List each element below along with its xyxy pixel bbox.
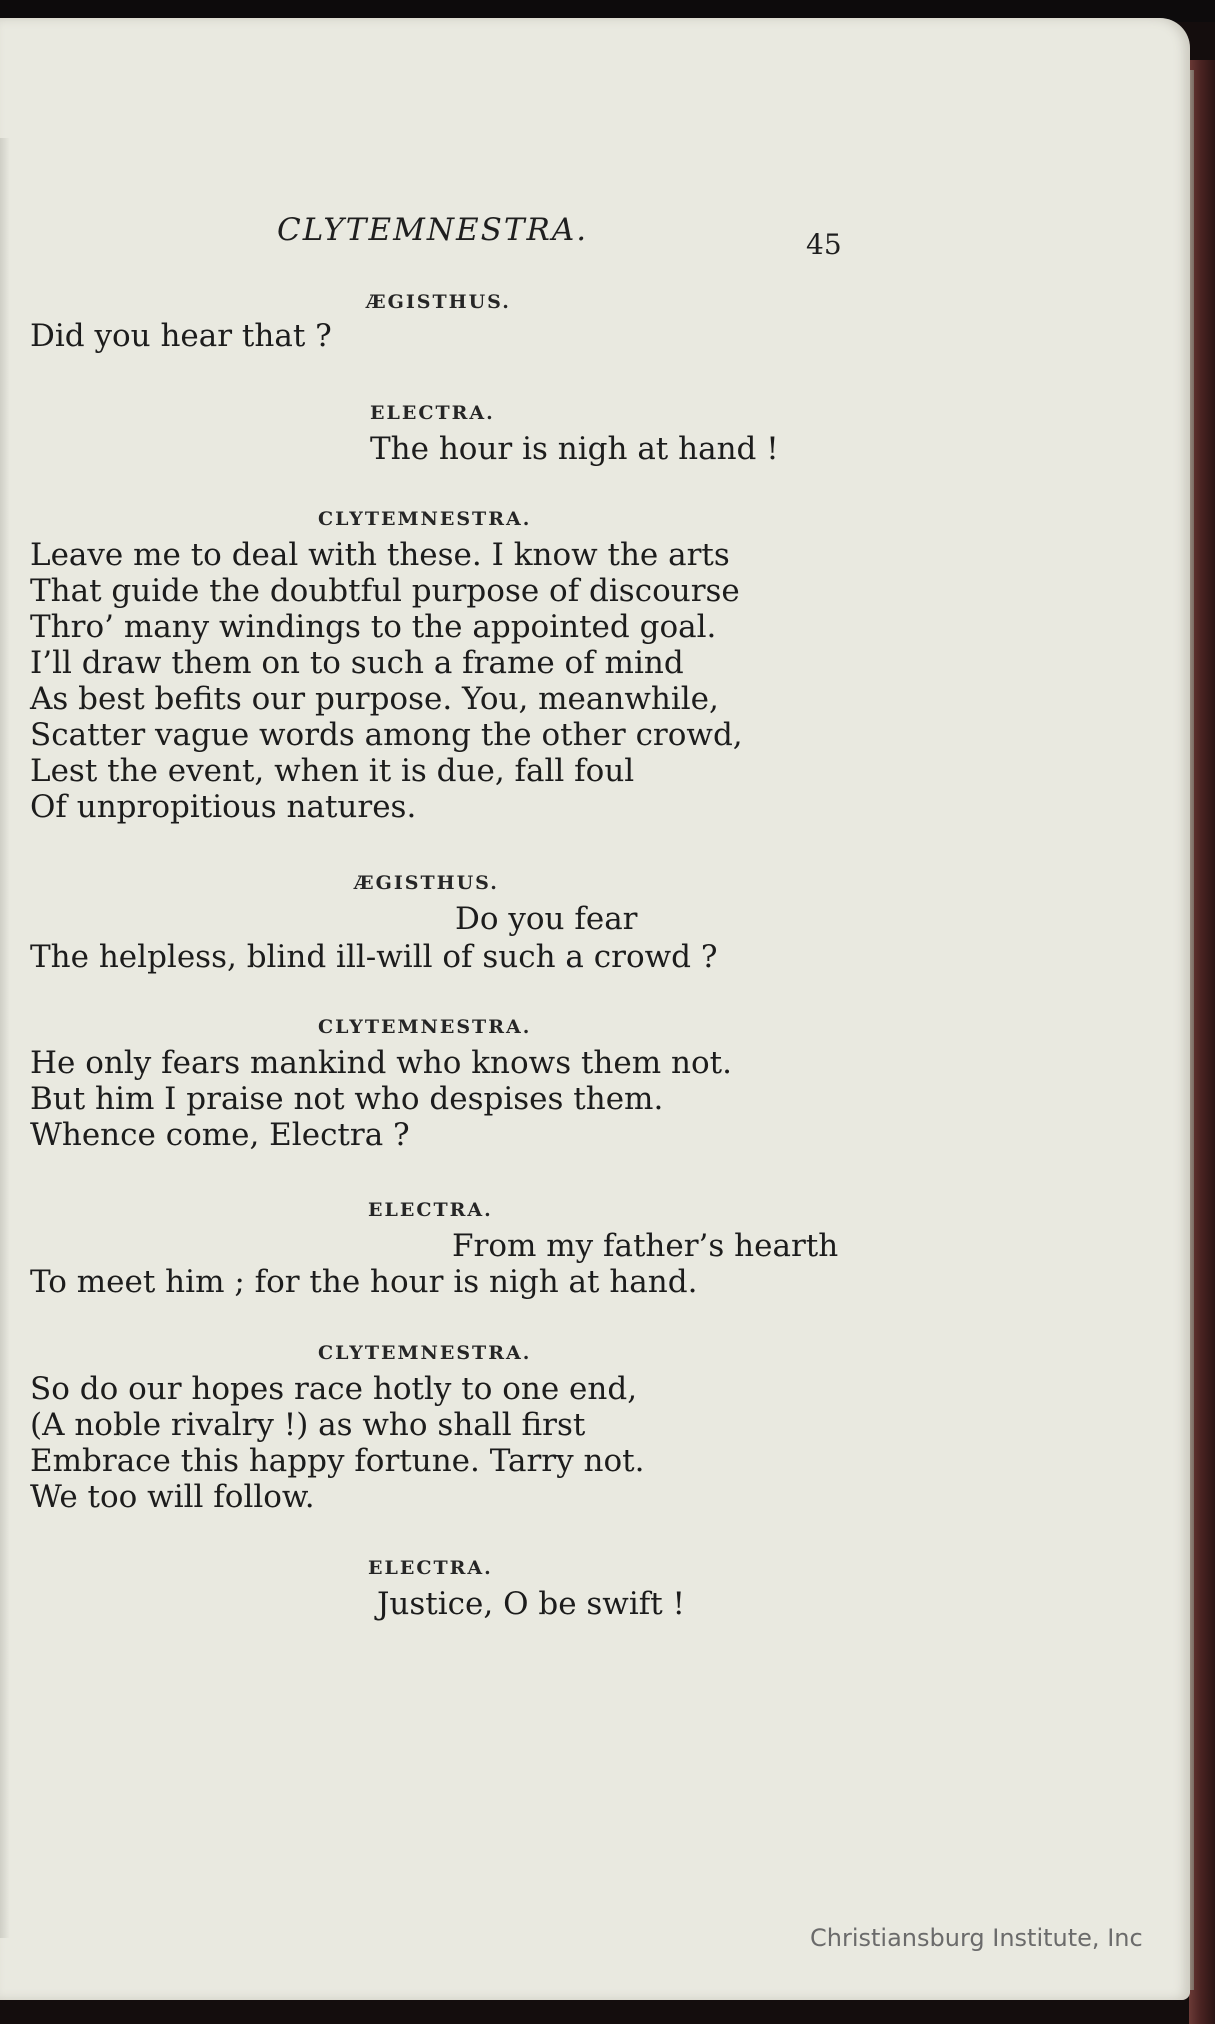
speaker-name: ELECTRA.: [370, 402, 495, 424]
running-title: CLYTEMNESTRA.: [277, 212, 589, 248]
speaker-name: ELECTRA.: [368, 1199, 493, 1221]
verse-line: As best befits our purpose. You, meanwhile,: [30, 681, 719, 717]
verse-line: Lest the event, when it is due, fall foul: [30, 753, 635, 789]
verse-line: That guide the doubtful purpose of discourse: [30, 573, 740, 609]
book-page: [0, 18, 1190, 2000]
verse-line: I’ll draw them on to such a frame of mind: [30, 645, 684, 681]
verse-line: Whence come, Electra ?: [30, 1117, 410, 1153]
verse-line: From my father’s hearth: [452, 1228, 839, 1264]
page-number: 45: [806, 228, 842, 261]
verse-line: The helpless, blind ill-will of such a crowd ?: [30, 939, 718, 975]
watermark-text: Christiansburg Institute, Inc: [810, 1924, 1143, 1952]
page-gutter-shadow: [0, 138, 10, 1938]
verse-line: Embrace this happy fortune. Tarry not.: [30, 1443, 645, 1479]
verse-line: Did you hear that ?: [30, 318, 332, 354]
verse-line: Of unpropitious natures.: [30, 789, 417, 825]
verse-line: Leave me to deal with these. I know the arts: [30, 537, 730, 573]
verse-line: The hour is nigh at hand !: [370, 431, 779, 467]
verse-line: We too will follow.: [30, 1479, 315, 1515]
verse-line: Thro’ many windings to the appointed goal.: [30, 609, 717, 645]
verse-line: To meet him ; for the hour is nigh at hand.: [30, 1264, 698, 1300]
verse-line: But him I praise not who despises them.: [30, 1081, 664, 1117]
speaker-name: CLYTEMNESTRA.: [318, 508, 532, 530]
verse-line: He only fears mankind who knows them not.: [30, 1045, 732, 1081]
verse-line: Justice, O be swift !: [377, 1586, 686, 1622]
verse-line: Do you fear: [455, 901, 638, 937]
speaker-name: ÆGISTHUS.: [354, 872, 499, 894]
speaker-name: ELECTRA.: [368, 1557, 493, 1579]
speaker-name: ÆGISTHUS.: [366, 291, 511, 313]
verse-line: Scatter vague words among the other crowd,: [30, 717, 743, 753]
verse-line: So do our hopes race hotly to one end,: [30, 1371, 638, 1407]
verse-line: (A noble rivalry !) as who shall first: [30, 1407, 586, 1443]
speaker-name: CLYTEMNESTRA.: [318, 1342, 532, 1364]
speaker-name: CLYTEMNESTRA.: [318, 1016, 532, 1038]
